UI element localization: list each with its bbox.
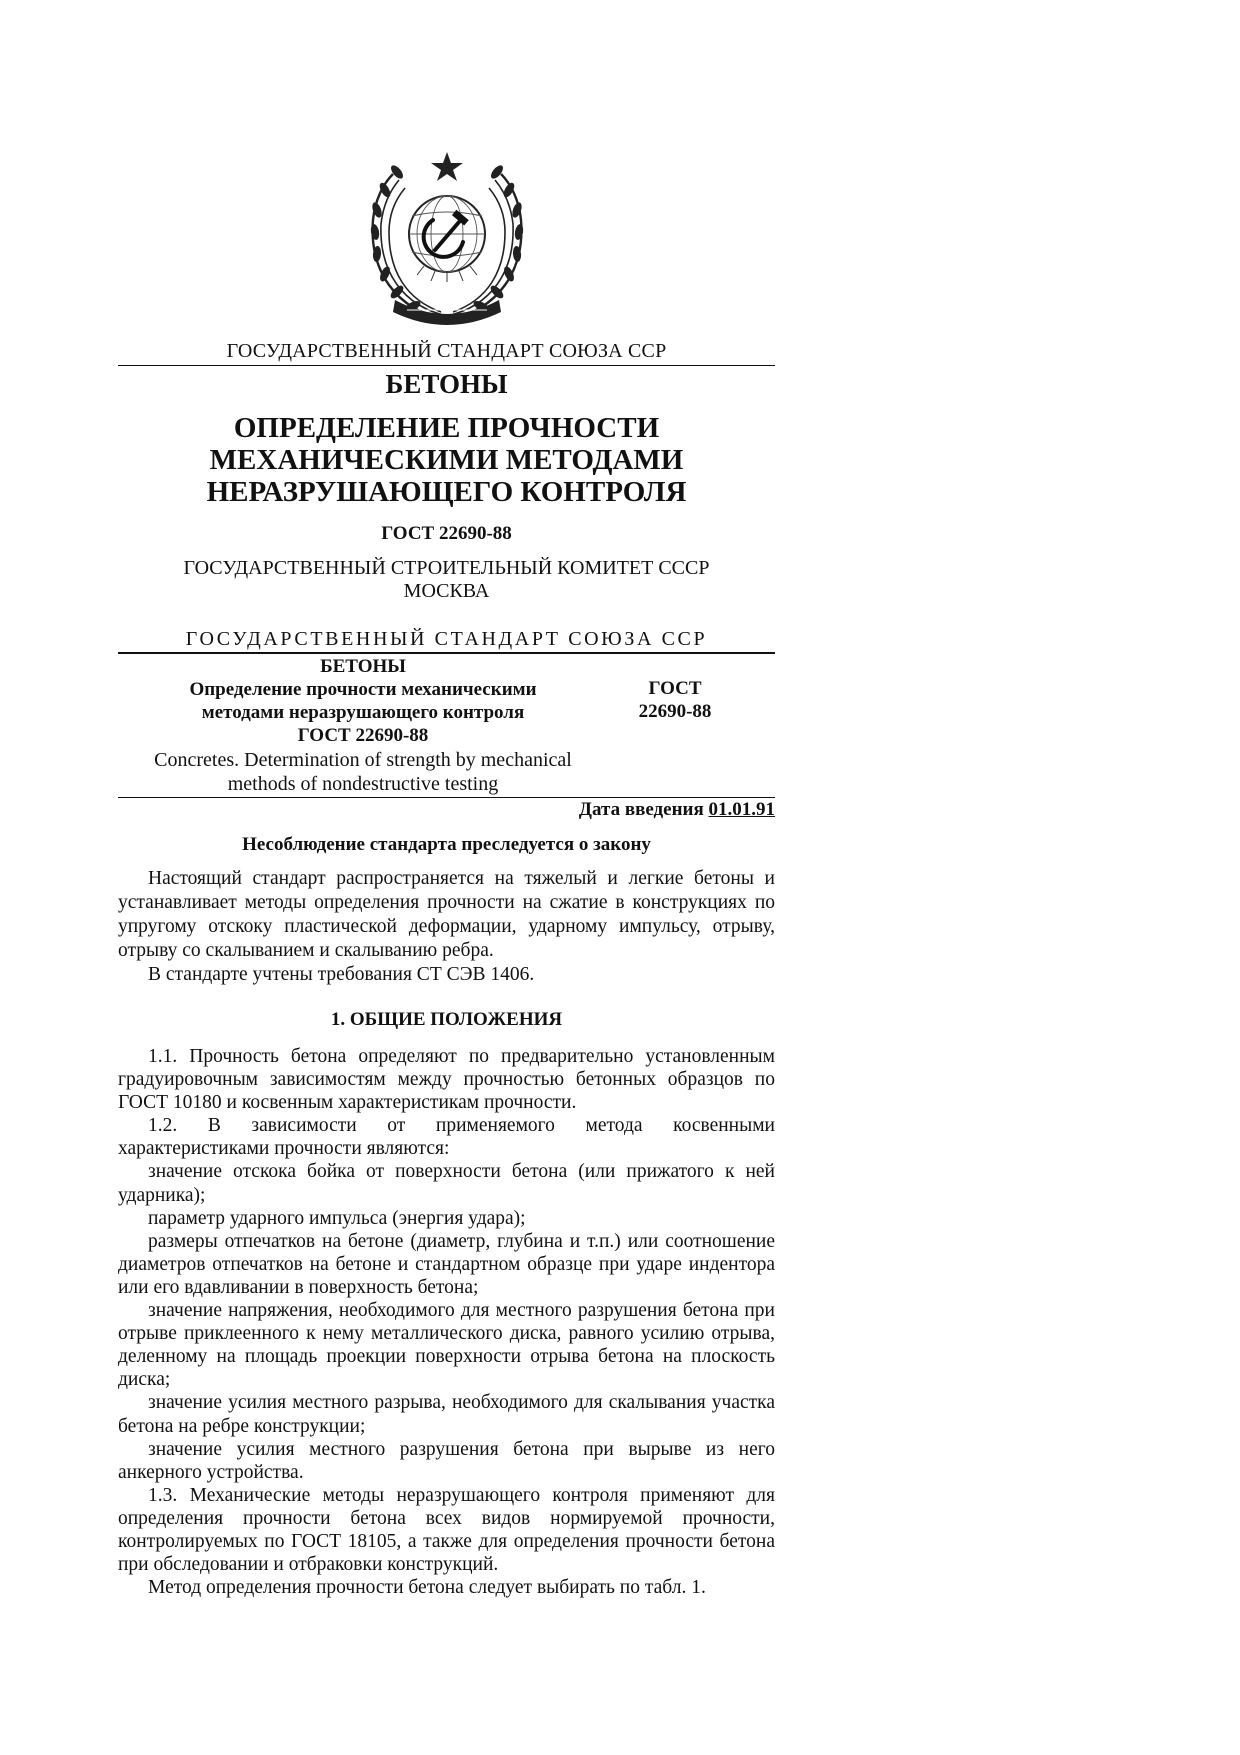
card-subject: БЕТОНЫ <box>320 656 406 677</box>
card-english-line: Concretes. Determination of strength by mechanical <box>154 749 572 771</box>
cover-city: МОСКВА <box>403 580 490 602</box>
section-paragraph: значение напряжения, необходимого для местного разрушения бетона при отрыве приклеенного к нему металлического диска, равного усилию отрыва, деленному на площадь проекции поверхности отрыва бетона на плоскость диска; <box>118 1300 775 1391</box>
legal-warning: Несоблюдение стандарта преследуется о закону <box>242 834 651 855</box>
section-paragraph: значение усилия местного разрушения бетона при вырыве из него анкерного устройства. <box>118 1438 775 1483</box>
card-designation-label: ГОСТ <box>648 678 702 699</box>
section-title: 1. ОБЩИЕ ПОЛОЖЕНИЯ <box>330 1009 563 1030</box>
card-header: ГОСУДАРСТВЕННЫЙ СТАНДАРТ СОЮЗА ССР <box>185 628 708 650</box>
section-paragraph: параметр ударного импульса (энергия удара); <box>148 1207 526 1229</box>
card-title-line: методами неразрушающего контроля <box>201 702 525 723</box>
cover-subject: БЕТОНЫ <box>385 369 508 399</box>
cover-title-line: МЕХАНИЧЕСКИМИ МЕТОДАМИ <box>209 444 684 476</box>
section-body <box>118 1045 775 1599</box>
introduction-date <box>118 798 775 822</box>
intro-paragraph: В стандарте учтены требования СТ СЭВ 1406. <box>148 964 535 985</box>
section-paragraph: 1.1. Прочность бетона определяют по предварительно установленным градуировочным зависимостям между прочностью бетонных образцов по ГОСТ 10180 и косвенным характеристикам прочности. <box>118 1046 775 1114</box>
intro-paragraph: Настоящий стандарт распространяется на тяжелый и легкие бетоны и устанавливает методы определения прочности на сжатие в конструкциях по упругому отскоку пластической деформации, ударному импульсу, отрыву, отрыву со скалыванием и скалыванию ребра. <box>118 868 775 961</box>
card-english-line: methods of nondestructive testing <box>227 773 499 795</box>
section-paragraph: Метод определения прочности бетона следует выбирать по табл. 1. <box>148 1577 706 1599</box>
section-paragraph: 1.3. Механические методы неразрушающего контроля применяют для определения прочности бетона всех видов нормируемой прочности, контролируемых по ГОСТ 18105, а также для определения прочности бетона при обследовании и отбраковки конструкций. <box>118 1484 775 1576</box>
card-top-divider <box>118 652 775 654</box>
introduction-date-label: Дата введения <box>578 799 704 820</box>
section-paragraph: размеры отпечатков на бетоне (диаметр, глубина и т.п.) или соотношение диаметров отпечатков на бетоне и стандартном образце при ударе индентора или его вдавливании в поверхность бетона; <box>118 1230 775 1298</box>
cover-title <box>118 412 775 508</box>
cover-divider <box>118 365 775 366</box>
cover-title-line: ОПРЕДЕЛЕНИЕ ПРОЧНОСТИ <box>233 412 660 444</box>
introduction-date-value: 01.01.91 <box>708 799 775 820</box>
ussr-coat-of-arms-icon <box>355 150 539 330</box>
card-number-line: ГОСТ 22690-88 <box>297 725 429 746</box>
cover-standard-number: ГОСТ 22690-88 <box>381 523 512 544</box>
cover-title-line: НЕРАЗРУШАЮЩЕГО КОНТРОЛЯ <box>206 476 687 508</box>
section-paragraph: 1.2. В зависимости от применяемого метода косвенными характеристиками прочности являются: <box>118 1115 775 1160</box>
card-title-line: Определение прочности механическими <box>189 679 537 700</box>
card-designation <box>600 677 750 723</box>
card-english-title <box>118 748 608 796</box>
section-paragraph: значение усилия местного разрыва, необходимого для скалывания участка бетона на ребре конструкции; <box>118 1392 775 1437</box>
cover-committee: ГОСУДАРСТВЕННЫЙ СТРОИТЕЛЬНЫЙ КОМИТЕТ СССР <box>183 557 710 579</box>
section-paragraph: значение отскока бойка от поверхности бетона (или прижатого к ней ударника); <box>118 1161 775 1206</box>
intro-text <box>118 867 775 987</box>
cover-publisher <box>118 557 775 603</box>
card-title-block <box>118 655 608 796</box>
cover-header: ГОСУДАРСТВЕННЫЙ СТАНДАРТ СОЮЗА ССР <box>226 340 667 362</box>
card-designation-number: 22690-88 <box>638 701 712 722</box>
